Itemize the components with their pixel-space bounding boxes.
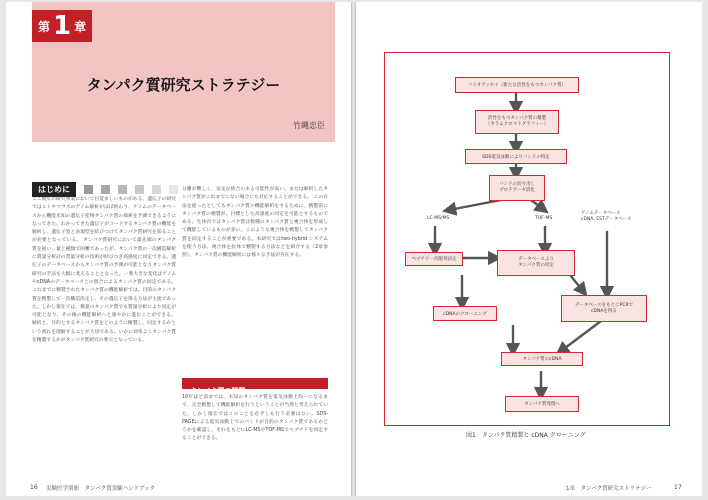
flow-box-sds <box>465 149 567 164</box>
decor-square <box>101 185 110 194</box>
paragraph: 解析と、目的とするタンパク質をどのように精製し、同定するかという流れを理解することが大切である。いかに効率よくタンパク質を精製するかがタンパク質研究の要点となっている。 <box>32 321 176 344</box>
section-intro-heading <box>32 182 178 197</box>
flow-box-assay <box>455 77 579 93</box>
paragraph: 分離が難しく、安定な結合のある可能性が高い。または解析したタンパク質がこれまでにない場合にも対応することができる。 <box>182 187 328 201</box>
label-lcms: LC-MS/MS <box>427 216 450 221</box>
flow-label: ペプチド一次配列決定 <box>411 257 457 262</box>
flow-label: データベースをもとにPCRで <box>574 302 634 308</box>
footer-left: 実験医学別冊 タンパク質実験ハンドブック <box>46 486 156 492</box>
page-number-left: 16 <box>30 484 38 491</box>
flow-sublabel: タンパク質の同定 <box>518 263 554 268</box>
flowchart-figure <box>384 52 670 426</box>
section-purification-heading <box>182 378 328 395</box>
decor-square <box>135 185 144 194</box>
chapter-header <box>32 2 335 142</box>
decor-square <box>84 185 93 194</box>
page-number-right: 17 <box>674 484 682 491</box>
flow-box-func <box>505 396 579 412</box>
flow-box-purify <box>475 110 559 134</box>
flow-sublabel: cDNAを得る <box>591 308 617 314</box>
flow-sublabel: プロテアーゼ消化 <box>499 188 535 193</box>
right-column-text-top <box>182 186 328 372</box>
chapter-author: 竹縄忠臣 <box>293 121 325 130</box>
footer-right: 1章 タンパク質研究ストラテジー <box>566 486 652 492</box>
flowchart-svg <box>385 53 669 425</box>
flow-label: タンパク質発現へ <box>524 402 560 407</box>
db-label: cDNA, ESTデータベース <box>581 217 632 222</box>
decor-square <box>169 185 178 194</box>
label-tofms: TOF-MS <box>535 216 553 221</box>
left-page <box>6 2 351 496</box>
chapter-suffix: 章 <box>74 19 87 34</box>
paragraph: タンパク質研究において最先端のタンパク質を扱い、量と種類で困難であったが、タンパク質の一次構造解析に質量分析計の質量分析の技術が結びつき高感度に同定できる。遺伝子のデータベースからタンパク質の予測が可能となりタンパク質研究の手法を大幅に変えることとなった。一番大きな変化はゲノムやcDNAのデータベースとの照合によるタンパク質の同定である。これまでに精製されたタンパク質の機能解析では、目的のタンパク質を精製して一次構造決定し、その遺伝子を得る方法が主流であった。しかし現在では、微量のタンパク質でも質量分析により同定が可能となり、その後の機能解析へと速やかに進むことができる。 <box>32 238 176 319</box>
chapter-prefix: 第 <box>38 19 51 34</box>
right-column-text-bottom <box>182 394 328 476</box>
flow-label: データベースより <box>518 257 554 262</box>
flow-label: SDS電気泳動によりバンドの特定 <box>482 154 550 160</box>
left-column-text <box>32 196 176 474</box>
flow-label: バンドの切り出し <box>499 182 535 187</box>
flow-box-clone <box>433 306 497 321</box>
flow-box-peptide <box>405 252 463 266</box>
paragraph: 10年ほど前までは、未知のタンパク質を電気泳動上均一になるまで、完全精製して機能解析を行うということが当然と考えられていた。しかし現在ではこのことを必ずしも行う必要はない。SDS-PAGEによる電気泳動上でのバンドが目的のタンパク質であるかどうかを確認し、それをもとにLC-MSやTOF-MSでペプチドを同定することができる。 <box>182 395 328 442</box>
flow-box-dbclone <box>561 295 647 322</box>
chapter-title: タンパク質研究ストラテジー <box>86 76 281 94</box>
flow-label: タンパク質のcDNA <box>522 357 562 362</box>
decor-square <box>152 185 161 194</box>
flow-label: cDNAのクローニング <box>443 311 487 317</box>
db-label: ゲノムデータベース <box>581 211 621 216</box>
chapter-number: 1 <box>53 11 72 41</box>
decor-square <box>118 185 127 194</box>
label-genome-db <box>581 211 631 223</box>
paragraph: ここ数年の研究事業において目覚ましいものがある。遺伝子の研究ではヒトやマウスのゲノム解析がほぼ終わり、ゲノムのデータベースから機能未知の遺伝子産物タンパク質の探索を予測できるようになってきた。わかってきた遺伝子がコードするタンパク質の機能を解析し、遺伝子型と表現型を結びつけてタンパク質研究を知ることが必要となっている。 <box>32 197 176 244</box>
section-intro-label: はじめに <box>32 182 76 197</box>
paragraph: この方法を使ったとしてもタンパク質の機能解析をするために、精製前にタンパク質の精製が、目標とした高感度の同定を可能とするものである。生体内ではタンパク質は数種のタンパク質と複合体を形成して機能しているものが多い。このような複合体を精製してタンパク質を同定することが重要である。本研究ではtwo-hybrid システムを使う方法、複合体を抗体で精製する方法などを紹介する（2章参照）。タンパク質の機能解析には様々な手法が存在する。 <box>182 195 328 259</box>
flow-label: 活性をもつタンパク質の精製 <box>487 116 547 121</box>
right-page <box>356 2 702 496</box>
section-purification-label: タンパク質の精製 <box>190 387 246 395</box>
chapter-tab <box>32 10 92 42</box>
figure-caption: 図1 タンパク質精製と cDNA クローニング <box>466 432 586 439</box>
flow-box-digest <box>489 175 545 201</box>
flow-box-db <box>497 250 575 276</box>
flow-label: バイオアッセイ（新たな活性をもつタンパク質） <box>468 83 566 88</box>
flow-sublabel: （カラムクロマトグラフィー） <box>485 122 549 127</box>
flow-box-expr <box>501 352 583 366</box>
